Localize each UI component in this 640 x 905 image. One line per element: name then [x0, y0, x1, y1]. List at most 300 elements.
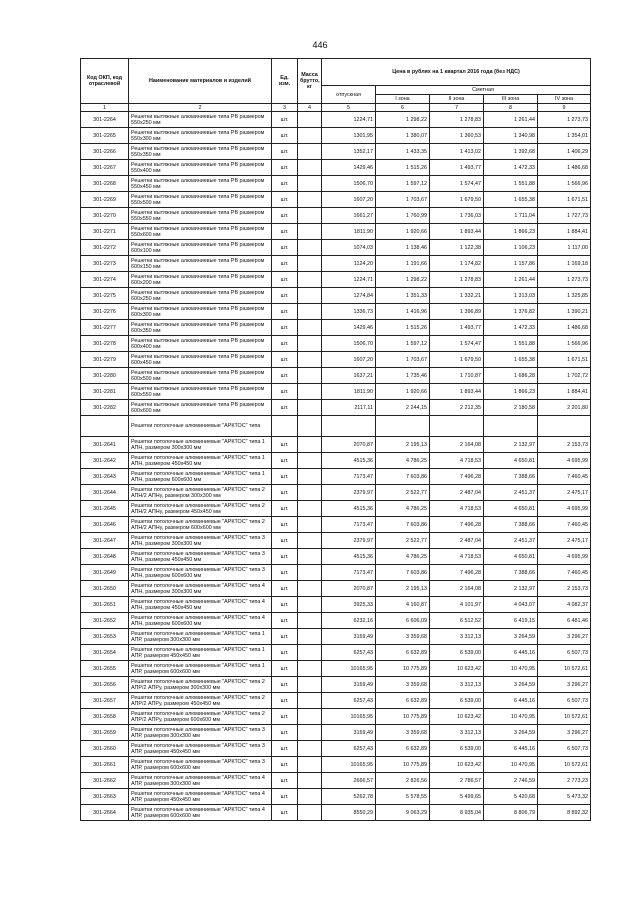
col-number: 8 [484, 104, 538, 112]
cell-zone-2: 10 623,42 [430, 661, 484, 677]
cell-zone-1: 1 515,26 [376, 160, 430, 176]
cell-zone-1: 4 786,25 [376, 501, 430, 517]
cell-release-price: 2379,97 [322, 533, 376, 549]
cell-name: Решетки потолочные алюминиевые "АРКТОС" типа 1 АПР, размером 450х450 мм [129, 645, 272, 661]
cell-zone-2: 1 413,02 [430, 144, 484, 160]
cell-zone-2: 1 574,47 [430, 176, 484, 192]
cell-zone-2: 1 174,82 [430, 256, 484, 272]
cell-release-price: 1811,90 [322, 384, 376, 400]
cell-release-price: 3169,49 [322, 677, 376, 693]
cell-name: Решетки потолочные алюминиевые "АРКТОС" типа 4 АПН, размером 600х600 мм [129, 613, 272, 629]
cell-release-price: 1352,17 [322, 144, 376, 160]
cell-zone-2: 2 487,04 [430, 485, 484, 501]
cell-zone-3: 1 313,03 [484, 288, 538, 304]
cell-release-price: 10165,95 [322, 661, 376, 677]
cell-code: 301-2653 [81, 629, 129, 645]
table-row [81, 469, 591, 485]
cell-release-price: 8550,29 [322, 805, 376, 821]
cell-zone-3: 1 551,88 [484, 336, 538, 352]
table-row [81, 192, 591, 208]
cell-code: 301-2281 [81, 384, 129, 400]
cell-zone-4: 4 695,99 [538, 549, 591, 565]
cell-name: Решетки вытяжные алюминиевые типа РВ размером 600х600 мм [129, 400, 272, 416]
cell-unit: шт. [272, 629, 298, 645]
cell-mass [298, 677, 322, 693]
cell-zone-4: 2 475,17 [538, 485, 591, 501]
cell-release-price: 4515,36 [322, 549, 376, 565]
cell-code: 301-2644 [81, 485, 129, 501]
cell-unit: шт. [272, 613, 298, 629]
cell-zone-1: 7 603,86 [376, 517, 430, 533]
cell-release-price: 2117,11 [322, 400, 376, 416]
cell-name: Решетки потолочные алюминиевые "АРКТОС" типа 3 АПН, размером 300х300 мм [129, 533, 272, 549]
cell-release-price: 4515,36 [322, 501, 376, 517]
cell-zone-4: 5 473,32 [538, 789, 591, 805]
cell-zone-1: 4 786,25 [376, 453, 430, 469]
table-row [81, 709, 591, 725]
cell-zone-2: 1 710,87 [430, 368, 484, 384]
cell-release-price: 1607,20 [322, 192, 376, 208]
table-row [81, 677, 591, 693]
cell-unit: шт. [272, 224, 298, 240]
header-code: Код ОКП, код отраслевой [81, 59, 129, 104]
cell-code: 301-2641 [81, 437, 129, 453]
table-row [81, 288, 591, 304]
cell-zone-4: 3 296,27 [538, 725, 591, 741]
cell-zone-4: 1 566,96 [538, 336, 591, 352]
table-row [81, 565, 591, 581]
cell-zone-2: 1 679,50 [430, 192, 484, 208]
cell-zone-3: 7 388,66 [484, 565, 538, 581]
cell-unit: шт. [272, 645, 298, 661]
cell-zone-3: 10 470,95 [484, 757, 538, 773]
cell-unit: шт. [272, 757, 298, 773]
table-body [81, 112, 591, 821]
cell-zone-4: 2 773,23 [538, 773, 591, 789]
cell-code: 301-2266 [81, 144, 129, 160]
cell-mass [298, 773, 322, 789]
cell-zone-3: 2 746,59 [484, 773, 538, 789]
cell-zone-2: 2 487,04 [430, 533, 484, 549]
cell-zone-2: 1 332,21 [430, 288, 484, 304]
cell-name: Решетки вытяжные алюминиевые типа РВ размером 600х450 мм [129, 352, 272, 368]
cell-zone-1: 1 298,22 [376, 272, 430, 288]
header-unit: Ед. изм. [272, 59, 298, 104]
cell-zone-3: 4 650,81 [484, 453, 538, 469]
table-row [81, 144, 591, 160]
cell-zone-1: 1 298,22 [376, 112, 430, 128]
cell-zone-4: 4 695,99 [538, 453, 591, 469]
cell-code: 301-2642 [81, 453, 129, 469]
cell-name: Решетки потолочные алюминиевые "АРКТОС" типа 2 АПР/2 АПРу, размером 300х300 мм [129, 677, 272, 693]
cell-name: Решетки вытяжные алюминиевые типа РВ размером 550х550 мм [129, 208, 272, 224]
cell-code: 301-2651 [81, 597, 129, 613]
cell-zone-3: 2 451,37 [484, 533, 538, 549]
cell-mass [298, 757, 322, 773]
cell-zone-4: 1 169,18 [538, 256, 591, 272]
cell-code: 301-2276 [81, 304, 129, 320]
cell-release-price: 6232,16 [322, 613, 376, 629]
cell-zone-2: 4 718,53 [430, 453, 484, 469]
cell-release-price: 6257,43 [322, 741, 376, 757]
cell-zone-1: 2 195,13 [376, 437, 430, 453]
cell-release-price: 3169,49 [322, 629, 376, 645]
cell-zone-4: 1 884,41 [538, 224, 591, 240]
cell-zone-2: 10 623,42 [430, 757, 484, 773]
cell-zone-2: 1 893,44 [430, 224, 484, 240]
cell-unit: шт. [272, 789, 298, 805]
cell-unit: шт. [272, 208, 298, 224]
cell-zone-1: 3 359,68 [376, 677, 430, 693]
cell-zone-4: 8 892,32 [538, 805, 591, 821]
table-row [81, 336, 591, 352]
col-number: 3 [272, 104, 298, 112]
cell-zone-3: 1 157,86 [484, 256, 538, 272]
cell-mass [298, 469, 322, 485]
cell-zone-2: 2 164,08 [430, 437, 484, 453]
col-number: 5 [322, 104, 376, 112]
cell-zone-1: 10 775,89 [376, 757, 430, 773]
cell-unit: шт. [272, 549, 298, 565]
cell-zone-2: 1 574,47 [430, 336, 484, 352]
cell-zone-2: 5 499,65 [430, 789, 484, 805]
table-row [81, 661, 591, 677]
cell-zone-1: 2 522,77 [376, 485, 430, 501]
cell-zone-4: 7 460,45 [538, 469, 591, 485]
cell-zone-3: 1 551,88 [484, 176, 538, 192]
cell-zone-3: 4 650,81 [484, 549, 538, 565]
cell-code: 301-2646 [81, 517, 129, 533]
table-row [81, 224, 591, 240]
cell-code: 301-2647 [81, 533, 129, 549]
cell-zone-3: 1 261,44 [484, 112, 538, 128]
cell-zone-4: 1 117,00 [538, 240, 591, 256]
header-zone-3: III зона [484, 95, 538, 104]
cell-name: Решетки потолочные алюминиевые "АРКТОС" типа 2 АПР/2 АПРу, размером 450х450 мм [129, 693, 272, 709]
table-row [81, 384, 591, 400]
cell-zone-1: 2 244,15 [376, 400, 430, 416]
col-number: 4 [298, 104, 322, 112]
cell-unit: шт. [272, 192, 298, 208]
cell-unit: шт. [272, 741, 298, 757]
cell-name: Решетки вытяжные алюминиевые типа РВ размером 600х550 мм [129, 384, 272, 400]
cell-mass [298, 256, 322, 272]
cell-zone-3: 7 388,66 [484, 517, 538, 533]
cell-mass [298, 629, 322, 645]
cell-unit: шт. [272, 144, 298, 160]
cell-release-price: 1811,90 [322, 224, 376, 240]
cell-zone-4: 3 296,27 [538, 677, 591, 693]
cell-release-price: 1224,71 [322, 112, 376, 128]
cell-name: Решетки потолочные алюминиевые "АРКТОС" типа 1 АПН, размером 300х300 мм [129, 437, 272, 453]
cell-mass [298, 160, 322, 176]
cell-code: 301-2658 [81, 709, 129, 725]
cell-name: Решетки вытяжные алюминиевые типа РВ размером 550х400 мм [129, 160, 272, 176]
cell-zone-1: 7 603,86 [376, 565, 430, 581]
table-row [81, 773, 591, 789]
cell-code: 301-2279 [81, 352, 129, 368]
cell-zone-3: 1 261,44 [484, 272, 538, 288]
cell-release-price: 10165,95 [322, 757, 376, 773]
cell-zone-4: 10 572,61 [538, 661, 591, 677]
cell-zone-3: 6 419,15 [484, 613, 538, 629]
cell-zone-1: 1 597,12 [376, 336, 430, 352]
cell-zone-1: 1 433,35 [376, 144, 430, 160]
cell-release-price: 4515,36 [322, 453, 376, 469]
col-number: 1 [81, 104, 129, 112]
cell-zone-3: 6 445,16 [484, 693, 538, 709]
cell-unit: шт. [272, 160, 298, 176]
cell-release-price: 6257,43 [322, 645, 376, 661]
cell-zone-2: 1 396,89 [430, 304, 484, 320]
cell-release-price: 1336,73 [322, 304, 376, 320]
cell-mass [298, 805, 322, 821]
table-row [81, 272, 591, 288]
cell-release-price: 10165,95 [322, 709, 376, 725]
table-row [81, 581, 591, 597]
cell-release-price: 1074,03 [322, 240, 376, 256]
cell-unit: шт. [272, 128, 298, 144]
cell-name: Решетки потолочные алюминиевые "АРКТОС" типа 4 АПР, размером 450х450 мм [129, 789, 272, 805]
cell-zone-2: 10 623,42 [430, 709, 484, 725]
table-row [81, 208, 591, 224]
cell-unit: шт. [272, 565, 298, 581]
cell-zone-1: 3 359,68 [376, 629, 430, 645]
cell-code: 301-2662 [81, 773, 129, 789]
cell-unit: шт. [272, 805, 298, 821]
cell-zone-4: 1 566,96 [538, 176, 591, 192]
cell-mass [298, 437, 322, 453]
cell-mass [298, 725, 322, 741]
cell-name: Решетки потолочные алюминиевые "АРКТОС" типа 3 АПР, размером 600х600 мм [129, 757, 272, 773]
cell-zone-2: 1 278,83 [430, 112, 484, 128]
col-number: 2 [129, 104, 272, 112]
cell-code: 301-2282 [81, 400, 129, 416]
cell-code: 301-2650 [81, 581, 129, 597]
cell-zone-2: 1 679,50 [430, 352, 484, 368]
cell-code: 301-2648 [81, 549, 129, 565]
cell-zone-2: 7 496,28 [430, 517, 484, 533]
cell-zone-4: 1 671,51 [538, 192, 591, 208]
cell-zone-4: 1 702,72 [538, 368, 591, 384]
cell-zone-4: 1 727,73 [538, 208, 591, 224]
cell-zone-4: 4 695,99 [538, 501, 591, 517]
cell-zone-1: 1 735,46 [376, 368, 430, 384]
cell-mass [298, 368, 322, 384]
cell-code: 301-2645 [81, 501, 129, 517]
cell-name: Решетки вытяжные алюминиевые типа РВ размером 600х250 мм [129, 288, 272, 304]
cell-mass [298, 645, 322, 661]
cell-release-price: 1607,20 [322, 352, 376, 368]
cell-release-price: 1124,20 [322, 256, 376, 272]
cell-unit: шт. [272, 352, 298, 368]
cell-zone-2: 4 718,53 [430, 549, 484, 565]
cell-release-price: 1506,70 [322, 176, 376, 192]
cell-zone-4: 1 273,73 [538, 112, 591, 128]
cell-name: Решетки потолочные алюминиевые "АРКТОС" типа 1 АПР, размером 300х300 мм [129, 629, 272, 645]
cell-mass [298, 224, 322, 240]
cell-zone-4: 6 481,46 [538, 613, 591, 629]
cell-zone-1: 1 920,66 [376, 384, 430, 400]
cell-code: 301-2280 [81, 368, 129, 384]
cell-name: Решетки потолочные алюминиевые "АРКТОС" типа 1 АПН, размером 450х450 мм [129, 453, 272, 469]
cell-zone-3: 4 650,81 [484, 501, 538, 517]
cell-mass [298, 144, 322, 160]
cell-unit: шт. [272, 517, 298, 533]
cell-unit: шт. [272, 176, 298, 192]
cell-zone-4: 7 460,45 [538, 565, 591, 581]
cell-unit: шт. [272, 693, 298, 709]
cell-name: Решетки вытяжные алюминиевые типа РВ размером 550х250 мм [129, 112, 272, 128]
cell-release-price: 1637,21 [322, 368, 376, 384]
cell-mass [298, 693, 322, 709]
cell-zone-2: 7 496,28 [430, 469, 484, 485]
cell-name: Решетки потолочные алюминиевые "АРКТОС" типа 3 АПН, размером 600х600 мм [129, 565, 272, 581]
cell-zone-3: 4 043,07 [484, 597, 538, 613]
table-row [81, 597, 591, 613]
cell-zone-1: 1 703,67 [376, 192, 430, 208]
cell-zone-4: 1 273,73 [538, 272, 591, 288]
cell-name: Решетки потолочные алюминиевые "АРКТОС" типа 2 АПР/2 АПРу, размером 600х600 мм [129, 709, 272, 725]
cell-mass [298, 208, 322, 224]
header-release: отпускная [322, 86, 376, 104]
cell-zone-4: 6 507,73 [538, 741, 591, 757]
cell-mass [298, 352, 322, 368]
cell-zone-4: 1 486,68 [538, 160, 591, 176]
cell-mass [298, 320, 322, 336]
cell-name: Решетки потолочные алюминиевые "АРКТОС" типа 4 АПР, размером 600х600 мм [129, 805, 272, 821]
table-row [81, 533, 591, 549]
cell-mass [298, 485, 322, 501]
cell-release-price: 3925,33 [322, 597, 376, 613]
cell-mass [298, 384, 322, 400]
page-number: 446 [312, 40, 328, 50]
table-row [81, 693, 591, 709]
table-row [81, 789, 591, 805]
cell-zone-1: 1 760,99 [376, 208, 430, 224]
cell-mass [298, 533, 322, 549]
table-row [81, 549, 591, 565]
cell-zone-3: 1 106,23 [484, 240, 538, 256]
cell-code: 301-2275 [81, 288, 129, 304]
cell-code: 301-2663 [81, 789, 129, 805]
cell-zone-3: 5 420,68 [484, 789, 538, 805]
cell-zone-3: 7 388,66 [484, 469, 538, 485]
cell-name: Решетки потолочные алюминиевые "АРКТОС" типа 2 АПН/2 АПНу, размером 450х450 мм [129, 501, 272, 517]
cell-zone-4: 2 475,17 [538, 533, 591, 549]
header-mass: Масса брутто, кг [298, 59, 322, 104]
cell-zone-3: 1 472,33 [484, 160, 538, 176]
cell-name: Решетки вытяжные алюминиевые типа РВ размером 600х400 мм [129, 336, 272, 352]
cell-mass [298, 741, 322, 757]
cell-unit: шт. [272, 533, 298, 549]
header-estimate: Сметная [376, 86, 591, 95]
cell-zone-4: 4 082,37 [538, 597, 591, 613]
cell-zone-2: 3 312,13 [430, 677, 484, 693]
cell-unit: шт. [272, 240, 298, 256]
cell-zone-4: 2 153,73 [538, 581, 591, 597]
cell-zone-2: 2 164,08 [430, 581, 484, 597]
cell-zone-1: 5 578,55 [376, 789, 430, 805]
cell-code: 301-2655 [81, 661, 129, 677]
cell-zone-2: 2 212,35 [430, 400, 484, 416]
cell-code: 301-2661 [81, 757, 129, 773]
cell-zone-2: 3 312,13 [430, 725, 484, 741]
cell-code: 301-2654 [81, 645, 129, 661]
cell-zone-3: 2 180,58 [484, 400, 538, 416]
cell-zone-1: 1 351,33 [376, 288, 430, 304]
cell-zone-2: 6 512,52 [430, 613, 484, 629]
cell-unit: шт. [272, 112, 298, 128]
cell-zone-4: 1 486,68 [538, 320, 591, 336]
cell-zone-4: 1 884,41 [538, 384, 591, 400]
cell-zone-1: 3 359,68 [376, 725, 430, 741]
cell-code: 301-2656 [81, 677, 129, 693]
cell-mass [298, 272, 322, 288]
cell-zone-4: 1 325,85 [538, 288, 591, 304]
cell-zone-3: 1 376,82 [484, 304, 538, 320]
cell-name: Решетки вытяжные алюминиевые типа РВ размером 600х100 мм [129, 240, 272, 256]
cell-mass [298, 613, 322, 629]
cell-zone-1: 1 920,66 [376, 224, 430, 240]
table-row [81, 320, 591, 336]
cell-zone-4: 7 460,45 [538, 517, 591, 533]
cell-zone-1: 1 703,67 [376, 352, 430, 368]
cell-name: Решетки потолочные алюминиевые "АРКТОС" типа 4 АПН, размером 300х300 мм [129, 581, 272, 597]
cell-code: 301-2272 [81, 240, 129, 256]
table-row [81, 112, 591, 128]
cell-zone-4: 2 201,80 [538, 400, 591, 416]
cell-zone-1: 1 191,66 [376, 256, 430, 272]
cell-name: Решетки вытяжные алюминиевые типа РВ размером 600х350 мм [129, 320, 272, 336]
cell-zone-2: 4 718,53 [430, 501, 484, 517]
cell-mass [298, 112, 322, 128]
cell-zone-1: 6 606,09 [376, 613, 430, 629]
cell-unit: шт. [272, 677, 298, 693]
cell-code: 301-2265 [81, 128, 129, 144]
header-zone-2: II зона [430, 95, 484, 104]
cell-name: Решетки вытяжные алюминиевые типа РВ размером 550х500 мм [129, 192, 272, 208]
cell-unit: шт. [272, 485, 298, 501]
cell-code: 301-2277 [81, 320, 129, 336]
cell-mass [298, 789, 322, 805]
table-row [81, 256, 591, 272]
cell-unit: шт. [272, 453, 298, 469]
cell-release-price: 1506,70 [322, 336, 376, 352]
cell-mass [298, 400, 322, 416]
cell-zone-4: 1 671,51 [538, 352, 591, 368]
cell-release-price: 3169,49 [322, 725, 376, 741]
table-row [81, 517, 591, 533]
cell-name: Решетки потолочные алюминиевые "АРКТОС" типа 2 АПН/2 АПНу, размером 600х600 мм [129, 517, 272, 533]
cell-zone-1: 2 195,13 [376, 581, 430, 597]
cell-unit: шт. [272, 256, 298, 272]
cell-name: Решетки потолочные алюминиевые "АРКТОС" типа 3 АПН, размером 450х450 мм [129, 549, 272, 565]
cell-zone-4: 10 572,61 [538, 757, 591, 773]
cell-name: Решетки потолочные алюминиевые "АРКТОС" типа 1 АПН, размером 600х600 мм [129, 469, 272, 485]
cell-zone-4: 6 507,73 [538, 693, 591, 709]
table-row [81, 485, 591, 501]
cell-zone-2: 6 539,00 [430, 693, 484, 709]
cell-zone-1: 10 775,89 [376, 709, 430, 725]
cell-zone-3: 1 686,28 [484, 368, 538, 384]
cell-release-price: 7173,47 [322, 565, 376, 581]
table-row [81, 645, 591, 661]
cell-unit: шт. [272, 437, 298, 453]
cell-zone-4: 2 153,73 [538, 437, 591, 453]
cell-zone-2: 1 493,77 [430, 320, 484, 336]
cell-code: 301-2278 [81, 336, 129, 352]
